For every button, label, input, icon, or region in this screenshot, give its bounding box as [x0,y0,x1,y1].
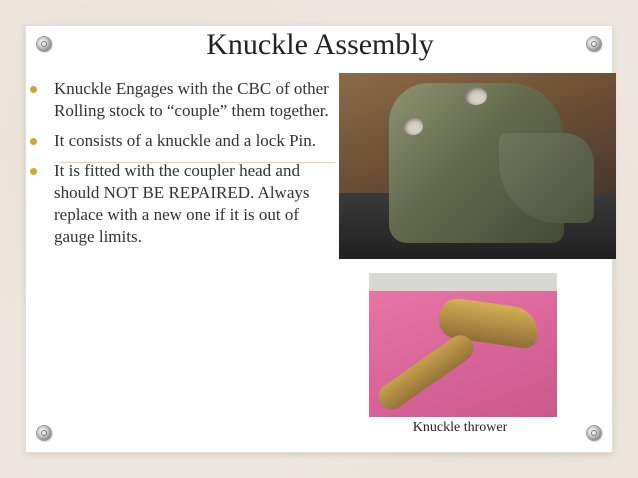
knuckle-hole [465,87,487,105]
bullet-icon [30,86,37,93]
knuckle-thrower-photo [369,273,557,417]
pushpin-icon [587,426,601,440]
bullet-text: Knuckle Engages with the CBC of other Rolling stock to “couple” them together. [54,79,329,120]
thrower-arm [374,330,479,414]
photo-background [369,273,557,291]
pushpin-icon [587,37,601,51]
knuckle-hole [403,117,423,135]
bullet-text: It consists of a knuckle and a lock Pin. [54,131,317,150]
pushpin-icon [37,426,51,440]
bullet-text: It is fitted with the coupler head and should NOT BE REPAIRED. Always replace with a new one if it is out of gauge limits. [54,161,310,246]
bullet-item [30,78,330,122]
pushpin-icon [37,37,51,51]
bullet-list [30,78,330,256]
bullet-item [30,130,330,152]
image-caption: Knuckle thrower [412,420,508,435]
bullet-icon [30,138,37,145]
slide-title: Knuckle Assembly [206,28,434,61]
bullet-icon [30,168,37,175]
bullet-item [30,160,330,248]
knuckle-photo [339,73,616,259]
